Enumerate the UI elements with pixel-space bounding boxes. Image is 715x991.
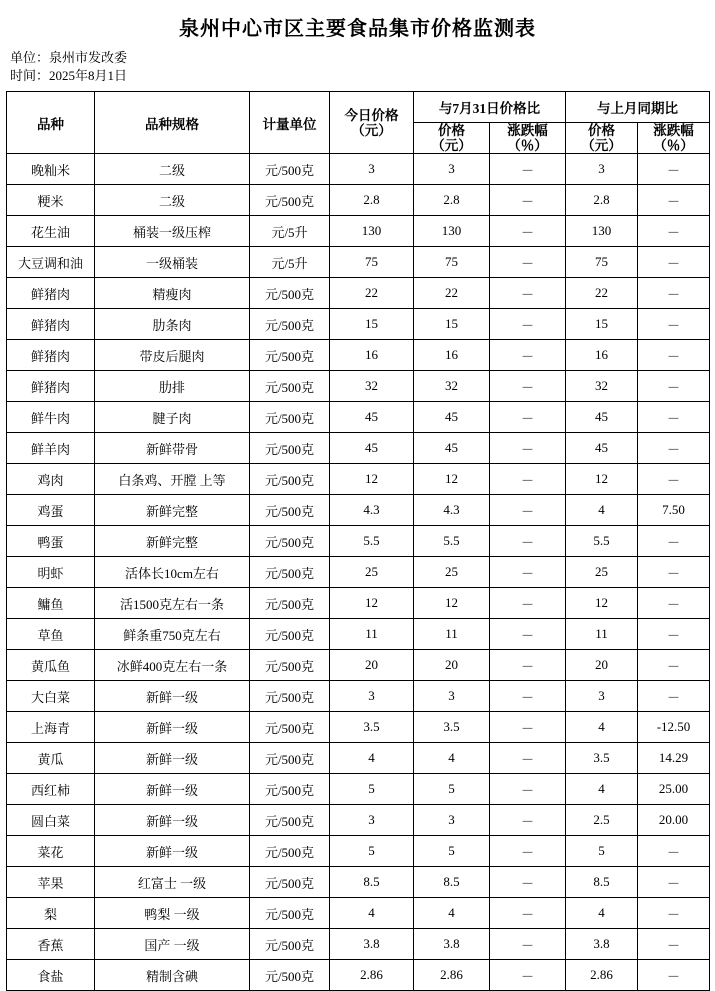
- cell-today-price: 5: [330, 774, 414, 805]
- col-header-today-price-line2: （元）: [351, 122, 392, 138]
- table-row: [7, 836, 710, 867]
- table-row: [7, 588, 710, 619]
- cell-unit: 元/500克: [250, 402, 330, 433]
- cell-prev-month-rate: －: [638, 526, 710, 557]
- cell-today-price: 4: [330, 743, 414, 774]
- cell-prev-month-rate: －: [638, 402, 710, 433]
- cell-today-price: 32: [330, 371, 414, 402]
- cell-prev-day-rate: －: [490, 619, 566, 650]
- cell-prev-month-rate: －: [638, 836, 710, 867]
- table-row: [7, 433, 710, 464]
- table-row: [7, 402, 710, 433]
- cell-name: 菜花: [7, 836, 95, 867]
- table-header-row-1: [7, 92, 710, 123]
- cell-prev-day-rate: －: [490, 650, 566, 681]
- cell-spec: 白条鸡、开膛 上等: [95, 464, 250, 495]
- cell-unit: 元/500克: [250, 464, 330, 495]
- cell-prev-month-price: 2.86: [566, 960, 638, 991]
- table-row: [7, 216, 710, 247]
- cell-unit: 元/500克: [250, 681, 330, 712]
- cell-spec: 二级: [95, 154, 250, 185]
- cell-name: 鸡肉: [7, 464, 95, 495]
- cell-prev-month-rate: －: [638, 185, 710, 216]
- table-body: [7, 154, 710, 991]
- cell-prev-day-price: 3: [414, 154, 490, 185]
- cell-prev-day-price: 45: [414, 402, 490, 433]
- cell-name: 鲜猪肉: [7, 309, 95, 340]
- cell-prev-day-rate: －: [490, 557, 566, 588]
- cell-unit: 元/500克: [250, 495, 330, 526]
- cell-today-price: 16: [330, 340, 414, 371]
- cell-today-price: 12: [330, 588, 414, 619]
- cell-name: 黄瓜: [7, 743, 95, 774]
- cell-prev-day-price: 3.8: [414, 929, 490, 960]
- cell-prev-month-rate: －: [638, 929, 710, 960]
- document-meta: [10, 49, 709, 85]
- cell-unit: 元/500克: [250, 960, 330, 991]
- cell-prev-month-price: 3: [566, 681, 638, 712]
- cell-unit: 元/500克: [250, 588, 330, 619]
- cell-prev-month-rate: －: [638, 650, 710, 681]
- col-header-name: 品种: [7, 92, 95, 154]
- cell-unit: 元/500克: [250, 154, 330, 185]
- cell-prev-day-price: 130: [414, 216, 490, 247]
- cell-unit: 元/5升: [250, 247, 330, 278]
- cell-name: 圆白菜: [7, 805, 95, 836]
- cell-today-price: 2.8: [330, 185, 414, 216]
- cell-spec: 红富士 一级: [95, 867, 250, 898]
- cell-prev-day-price: 75: [414, 247, 490, 278]
- table-row: [7, 960, 710, 991]
- cell-prev-day-rate: －: [490, 867, 566, 898]
- cell-prev-month-rate: －: [638, 216, 710, 247]
- cell-prev-day-price: 3.5: [414, 712, 490, 743]
- cell-today-price: 75: [330, 247, 414, 278]
- cell-prev-month-rate: －: [638, 433, 710, 464]
- cell-name: 鲜猪肉: [7, 371, 95, 402]
- cell-prev-month-price: 4: [566, 495, 638, 526]
- cell-unit: 元/500克: [250, 836, 330, 867]
- cell-prev-day-price: 3: [414, 805, 490, 836]
- table-row: [7, 712, 710, 743]
- cell-spec: 活体长10cm左右: [95, 557, 250, 588]
- table-row: [7, 619, 710, 650]
- cell-unit: 元/500克: [250, 650, 330, 681]
- cell-unit: 元/500克: [250, 526, 330, 557]
- cell-today-price: 5: [330, 836, 414, 867]
- cell-prev-day-rate: －: [490, 960, 566, 991]
- cell-prev-month-price: 45: [566, 433, 638, 464]
- cell-prev-day-rate: －: [490, 774, 566, 805]
- cell-prev-month-price: 2.8: [566, 185, 638, 216]
- cell-prev-day-rate: －: [490, 247, 566, 278]
- cell-prev-month-rate: －: [638, 371, 710, 402]
- cell-spec: 冰鲜400克左右一条: [95, 650, 250, 681]
- cell-prev-month-price: 4: [566, 774, 638, 805]
- cell-prev-month-rate: 25.00: [638, 774, 710, 805]
- cell-name: 草鱼: [7, 619, 95, 650]
- cell-unit: 元/500克: [250, 929, 330, 960]
- cell-prev-day-rate: －: [490, 464, 566, 495]
- cell-prev-day-rate: －: [490, 309, 566, 340]
- cell-name: 西红柿: [7, 774, 95, 805]
- cell-prev-month-rate: 20.00: [638, 805, 710, 836]
- cell-prev-day-rate: －: [490, 371, 566, 402]
- cell-unit: 元/500克: [250, 743, 330, 774]
- cell-today-price: 3.5: [330, 712, 414, 743]
- cell-spec: 活1500克左右一条: [95, 588, 250, 619]
- cell-name: 鳙鱼: [7, 588, 95, 619]
- cell-name: 鲜羊肉: [7, 433, 95, 464]
- cell-spec: 新鲜一级: [95, 774, 250, 805]
- cell-today-price: 5.5: [330, 526, 414, 557]
- col-header-prev-day-price-line1: 价格: [438, 123, 465, 138]
- cell-prev-day-price: 15: [414, 309, 490, 340]
- table-row: [7, 278, 710, 309]
- cell-prev-day-price: 11: [414, 619, 490, 650]
- cell-today-price: 3: [330, 805, 414, 836]
- cell-prev-month-price: 4: [566, 898, 638, 929]
- cell-prev-day-rate: －: [490, 278, 566, 309]
- col-header-prev-day-rate-line2: （％）: [507, 138, 548, 153]
- col-header-prev-month-rate-line2: （％）: [653, 138, 694, 153]
- col-header-today-price: [330, 92, 414, 154]
- cell-spec: 肋条肉: [95, 309, 250, 340]
- cell-name: 梨: [7, 898, 95, 929]
- table-row: [7, 743, 710, 774]
- cell-unit: 元/500克: [250, 898, 330, 929]
- cell-name: 黄瓜鱼: [7, 650, 95, 681]
- cell-prev-month-price: 12: [566, 588, 638, 619]
- cell-prev-day-rate: －: [490, 712, 566, 743]
- cell-unit: 元/500克: [250, 774, 330, 805]
- cell-prev-day-price: 45: [414, 433, 490, 464]
- table-row: [7, 464, 710, 495]
- cell-spec: 新鲜一级: [95, 743, 250, 774]
- cell-name: 大白菜: [7, 681, 95, 712]
- cell-today-price: 45: [330, 433, 414, 464]
- cell-prev-day-price: 25: [414, 557, 490, 588]
- cell-prev-month-rate: －: [638, 309, 710, 340]
- cell-spec: 新鲜一级: [95, 712, 250, 743]
- cell-today-price: 3: [330, 681, 414, 712]
- cell-prev-day-rate: －: [490, 402, 566, 433]
- cell-prev-month-rate: －: [638, 464, 710, 495]
- report-time: 时间：2025年8月1日: [10, 68, 128, 83]
- cell-prev-day-rate: －: [490, 588, 566, 619]
- cell-today-price: 22: [330, 278, 414, 309]
- cell-today-price: 4.3: [330, 495, 414, 526]
- cell-prev-day-price: 4: [414, 743, 490, 774]
- cell-prev-month-price: 15: [566, 309, 638, 340]
- table-row: [7, 929, 710, 960]
- col-header-prev-month-price-line1: 价格: [588, 123, 615, 138]
- cell-unit: 元/500克: [250, 557, 330, 588]
- cell-unit: 元/500克: [250, 805, 330, 836]
- table-row: [7, 154, 710, 185]
- cell-name: 上海青: [7, 712, 95, 743]
- cell-prev-month-rate: －: [638, 619, 710, 650]
- cell-name: 鸡蛋: [7, 495, 95, 526]
- table-row: [7, 495, 710, 526]
- cell-prev-day-price: 20: [414, 650, 490, 681]
- cell-prev-day-rate: －: [490, 743, 566, 774]
- cell-prev-month-rate: －: [638, 340, 710, 371]
- cell-prev-month-price: 32: [566, 371, 638, 402]
- cell-spec: 新鲜完整: [95, 526, 250, 557]
- cell-spec: 二级: [95, 185, 250, 216]
- cell-name: 明虾: [7, 557, 95, 588]
- cell-prev-day-price: 5: [414, 836, 490, 867]
- cell-prev-month-price: 3.8: [566, 929, 638, 960]
- cell-unit: 元/500克: [250, 185, 330, 216]
- col-group-prev-month: 与上月同期比: [566, 92, 710, 123]
- table-row: [7, 340, 710, 371]
- table-row: [7, 681, 710, 712]
- table-row: [7, 650, 710, 681]
- cell-spec: 鲜条重750克左右: [95, 619, 250, 650]
- cell-prev-month-price: 5.5: [566, 526, 638, 557]
- cell-prev-day-rate: －: [490, 185, 566, 216]
- cell-prev-month-price: 3: [566, 154, 638, 185]
- cell-unit: 元/5升: [250, 216, 330, 247]
- cell-spec: 精制含碘: [95, 960, 250, 991]
- cell-prev-month-rate: －: [638, 867, 710, 898]
- col-header-prev-month-price: [566, 123, 638, 154]
- cell-today-price: 12: [330, 464, 414, 495]
- cell-prev-month-rate: －: [638, 247, 710, 278]
- cell-spec: 新鲜一级: [95, 836, 250, 867]
- cell-prev-day-rate: －: [490, 526, 566, 557]
- cell-spec: 肋排: [95, 371, 250, 402]
- col-header-spec: 品种规格: [95, 92, 250, 154]
- cell-prev-day-rate: －: [490, 495, 566, 526]
- cell-prev-day-rate: －: [490, 681, 566, 712]
- table-row: [7, 805, 710, 836]
- col-header-today-price-line1: 今日价格: [344, 107, 399, 123]
- table-row: [7, 526, 710, 557]
- table-row: [7, 371, 710, 402]
- col-header-prev-day-price: [414, 123, 490, 154]
- table-row: [7, 185, 710, 216]
- cell-prev-month-price: 8.5: [566, 867, 638, 898]
- cell-unit: 元/500克: [250, 371, 330, 402]
- cell-prev-day-price: 2.86: [414, 960, 490, 991]
- cell-spec: 新鲜带骨: [95, 433, 250, 464]
- cell-name: 粳米: [7, 185, 95, 216]
- cell-prev-day-rate: －: [490, 154, 566, 185]
- cell-prev-day-price: 5: [414, 774, 490, 805]
- table-row: [7, 774, 710, 805]
- cell-prev-day-price: 16: [414, 340, 490, 371]
- cell-prev-day-rate: －: [490, 898, 566, 929]
- cell-prev-day-price: 22: [414, 278, 490, 309]
- cell-prev-day-price: 32: [414, 371, 490, 402]
- cell-prev-month-price: 2.5: [566, 805, 638, 836]
- cell-unit: 元/500克: [250, 433, 330, 464]
- cell-prev-month-price: 20: [566, 650, 638, 681]
- page-title: 泉州中心市区主要食品集市价格监测表: [179, 18, 536, 40]
- cell-prev-day-rate: －: [490, 216, 566, 247]
- cell-prev-day-rate: －: [490, 836, 566, 867]
- cell-prev-month-rate: －: [638, 557, 710, 588]
- cell-prev-month-price: 75: [566, 247, 638, 278]
- col-header-prev-month-rate: [638, 123, 710, 154]
- cell-spec: 精瘦肉: [95, 278, 250, 309]
- table-row: [7, 557, 710, 588]
- cell-prev-day-price: 4.3: [414, 495, 490, 526]
- col-group-prev-day: 与7月31日价格比: [414, 92, 566, 123]
- cell-prev-month-rate: 14.29: [638, 743, 710, 774]
- cell-prev-day-price: 4: [414, 898, 490, 929]
- cell-name: 食盐: [7, 960, 95, 991]
- cell-name: 鲜猪肉: [7, 278, 95, 309]
- table-row: [7, 867, 710, 898]
- cell-today-price: 4: [330, 898, 414, 929]
- cell-today-price: 20: [330, 650, 414, 681]
- cell-spec: 一级桶装: [95, 247, 250, 278]
- cell-prev-month-rate: －: [638, 278, 710, 309]
- cell-unit: 元/500克: [250, 309, 330, 340]
- cell-name: 苹果: [7, 867, 95, 898]
- table-header: [7, 92, 710, 154]
- col-header-prev-day-rate-line1: 涨跌幅: [507, 123, 548, 138]
- cell-prev-month-rate: 7.50: [638, 495, 710, 526]
- cell-today-price: 8.5: [330, 867, 414, 898]
- cell-prev-day-price: 8.5: [414, 867, 490, 898]
- cell-prev-month-rate: -12.50: [638, 712, 710, 743]
- cell-prev-month-rate: －: [638, 154, 710, 185]
- cell-prev-day-price: 3: [414, 681, 490, 712]
- cell-prev-month-price: 45: [566, 402, 638, 433]
- cell-today-price: 3: [330, 154, 414, 185]
- cell-spec: 鸭梨 一级: [95, 898, 250, 929]
- cell-today-price: 130: [330, 216, 414, 247]
- cell-prev-day-rate: －: [490, 805, 566, 836]
- col-header-prev-month-rate-line1: 涨跌幅: [653, 123, 694, 138]
- cell-unit: 元/500克: [250, 619, 330, 650]
- cell-unit: 元/500克: [250, 867, 330, 898]
- cell-prev-month-price: 130: [566, 216, 638, 247]
- cell-prev-month-rate: －: [638, 898, 710, 929]
- cell-today-price: 11: [330, 619, 414, 650]
- cell-today-price: 3.8: [330, 929, 414, 960]
- table-row: [7, 247, 710, 278]
- col-header-prev-month-price-line2: （元）: [581, 138, 622, 153]
- cell-name: 香蕉: [7, 929, 95, 960]
- table-row: [7, 309, 710, 340]
- cell-prev-day-rate: －: [490, 929, 566, 960]
- cell-unit: 元/500克: [250, 712, 330, 743]
- col-header-unit: 计量单位: [250, 92, 330, 154]
- cell-name: 大豆调和油: [7, 247, 95, 278]
- cell-name: 鸭蛋: [7, 526, 95, 557]
- cell-prev-month-price: 16: [566, 340, 638, 371]
- issuing-unit: 单位：泉州市发改委: [10, 50, 128, 65]
- cell-spec: 国产 一级: [95, 929, 250, 960]
- cell-spec: 腱子肉: [95, 402, 250, 433]
- cell-spec: 桶装一级压榨: [95, 216, 250, 247]
- cell-spec: 新鲜一级: [95, 681, 250, 712]
- cell-prev-month-price: 3.5: [566, 743, 638, 774]
- cell-prev-month-price: 4: [566, 712, 638, 743]
- cell-prev-month-price: 11: [566, 619, 638, 650]
- cell-prev-month-rate: －: [638, 681, 710, 712]
- cell-name: 鲜猪肉: [7, 340, 95, 371]
- cell-prev-day-rate: －: [490, 340, 566, 371]
- col-header-prev-day-price-line2: （元）: [431, 138, 472, 153]
- cell-prev-month-price: 22: [566, 278, 638, 309]
- cell-prev-day-price: 2.8: [414, 185, 490, 216]
- cell-name: 花生油: [7, 216, 95, 247]
- col-header-prev-day-rate: [490, 123, 566, 154]
- cell-prev-month-price: 12: [566, 464, 638, 495]
- cell-today-price: 2.86: [330, 960, 414, 991]
- cell-spec: 带皮后腿肉: [95, 340, 250, 371]
- cell-prev-day-price: 12: [414, 588, 490, 619]
- cell-prev-day-price: 5.5: [414, 526, 490, 557]
- cell-today-price: 25: [330, 557, 414, 588]
- cell-prev-month-rate: －: [638, 960, 710, 991]
- cell-today-price: 15: [330, 309, 414, 340]
- table-row: [7, 898, 710, 929]
- cell-unit: 元/500克: [250, 340, 330, 371]
- cell-spec: 新鲜一级: [95, 805, 250, 836]
- cell-name: 晚籼米: [7, 154, 95, 185]
- cell-prev-day-price: 12: [414, 464, 490, 495]
- cell-name: 鲜牛肉: [7, 402, 95, 433]
- cell-today-price: 45: [330, 402, 414, 433]
- cell-prev-month-price: 5: [566, 836, 638, 867]
- cell-unit: 元/500克: [250, 278, 330, 309]
- cell-prev-day-rate: －: [490, 433, 566, 464]
- cell-prev-month-price: 25: [566, 557, 638, 588]
- cell-spec: 新鲜完整: [95, 495, 250, 526]
- cell-prev-month-rate: －: [638, 588, 710, 619]
- price-table: [6, 91, 710, 991]
